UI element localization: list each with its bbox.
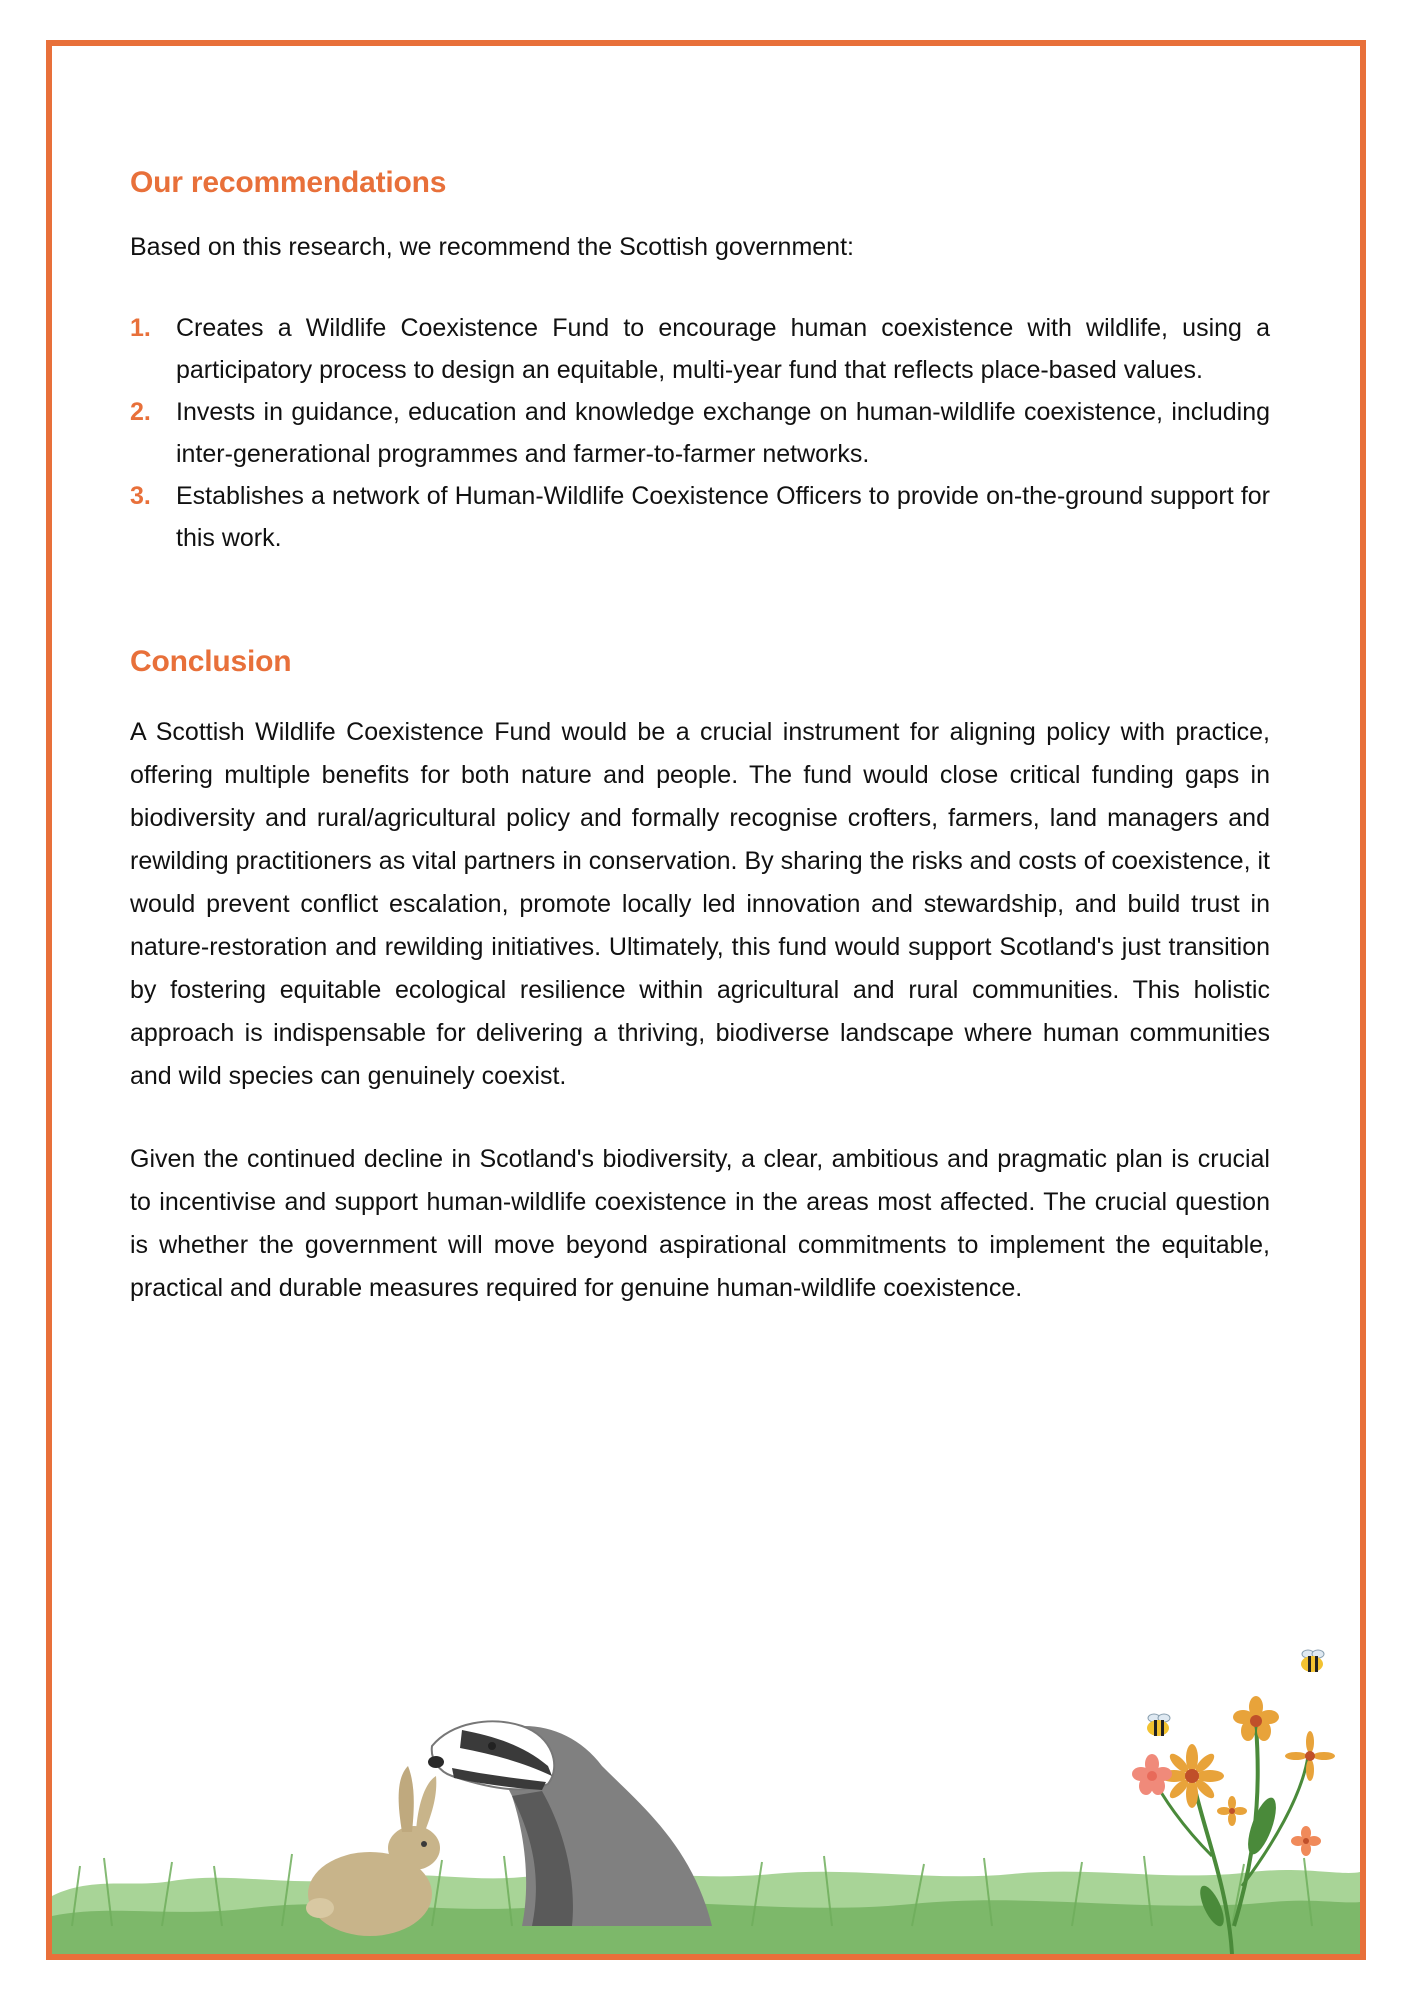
list-item-text: Invests in guidance, education and knowledge exchange on human-wildlife coexistence, including inter-generational programmes and farmer-to-farmer networks. xyxy=(176,398,1270,468)
conclusion-paragraph-1: A Scottish Wildlife Coexistence Fund would be a crucial instrument for aligning policy with practice, offering multiple benefits for both nature and people. The fund would close critical funding gaps in biodiversity and rural/agricultural policy and formally recognise crofters, farmers, land managers and rewilding practitioners as vital partners in conservation. By sharing the risks and costs of coexistence, it would prevent conflict escalation, promote locally led innovation and stewardship, and build trust in nature-restoration and rewilding initiatives. Ultimately, this fund would support Scotland's just transition by fostering equitable ecological resilience within agricultural and rural communities. This holistic approach is indispensable for delivering a thriving, biodiverse landscape where human communities and wild species can genuinely coexist. xyxy=(130,718,1270,1090)
conclusion-heading: Conclusion xyxy=(130,645,292,678)
list-item-number: 2. xyxy=(130,398,151,426)
hare-icon xyxy=(306,1766,440,1936)
document-content xyxy=(130,166,1270,1310)
conclusion-paragraph-2: Given the continued decline in Scotland's biodiversity, a clear, ambitious and pragmatic plan is crucial to incentivise and support human-wildlife coexistence in the areas most affected. The crucial question is whether the government will move beyond aspirational commitments to implement the equitable, practical and durable measures required for genuine human-wildlife coexistence. xyxy=(130,1145,1270,1302)
recommendations-intro: Based on this research, we recommend the Scottish government: xyxy=(130,233,854,261)
list-item xyxy=(130,475,1270,559)
list-item-number: 1. xyxy=(130,314,151,342)
grass-icon xyxy=(52,1854,1360,1954)
list-item-number: 3. xyxy=(130,482,151,510)
bee-icon xyxy=(1147,1714,1170,1736)
recommendations-list xyxy=(130,307,1270,559)
page-border-frame xyxy=(46,40,1366,1960)
list-item-text: Establishes a network of Human-Wildlife Coexistence Officers to provide on-the-ground support for this work. xyxy=(176,482,1270,552)
list-item xyxy=(130,307,1270,391)
list-item xyxy=(130,391,1270,475)
bee-icon xyxy=(1301,1650,1324,1672)
wildlife-illustration xyxy=(52,1626,1360,1954)
list-item-text: Creates a Wildlife Coexistence Fund to encourage human coexistence with wildlife, using a participatory process to design an equitable, multi-year fund that reflects place-based values. xyxy=(176,314,1270,384)
recommendations-heading: Our recommendations xyxy=(130,166,447,199)
